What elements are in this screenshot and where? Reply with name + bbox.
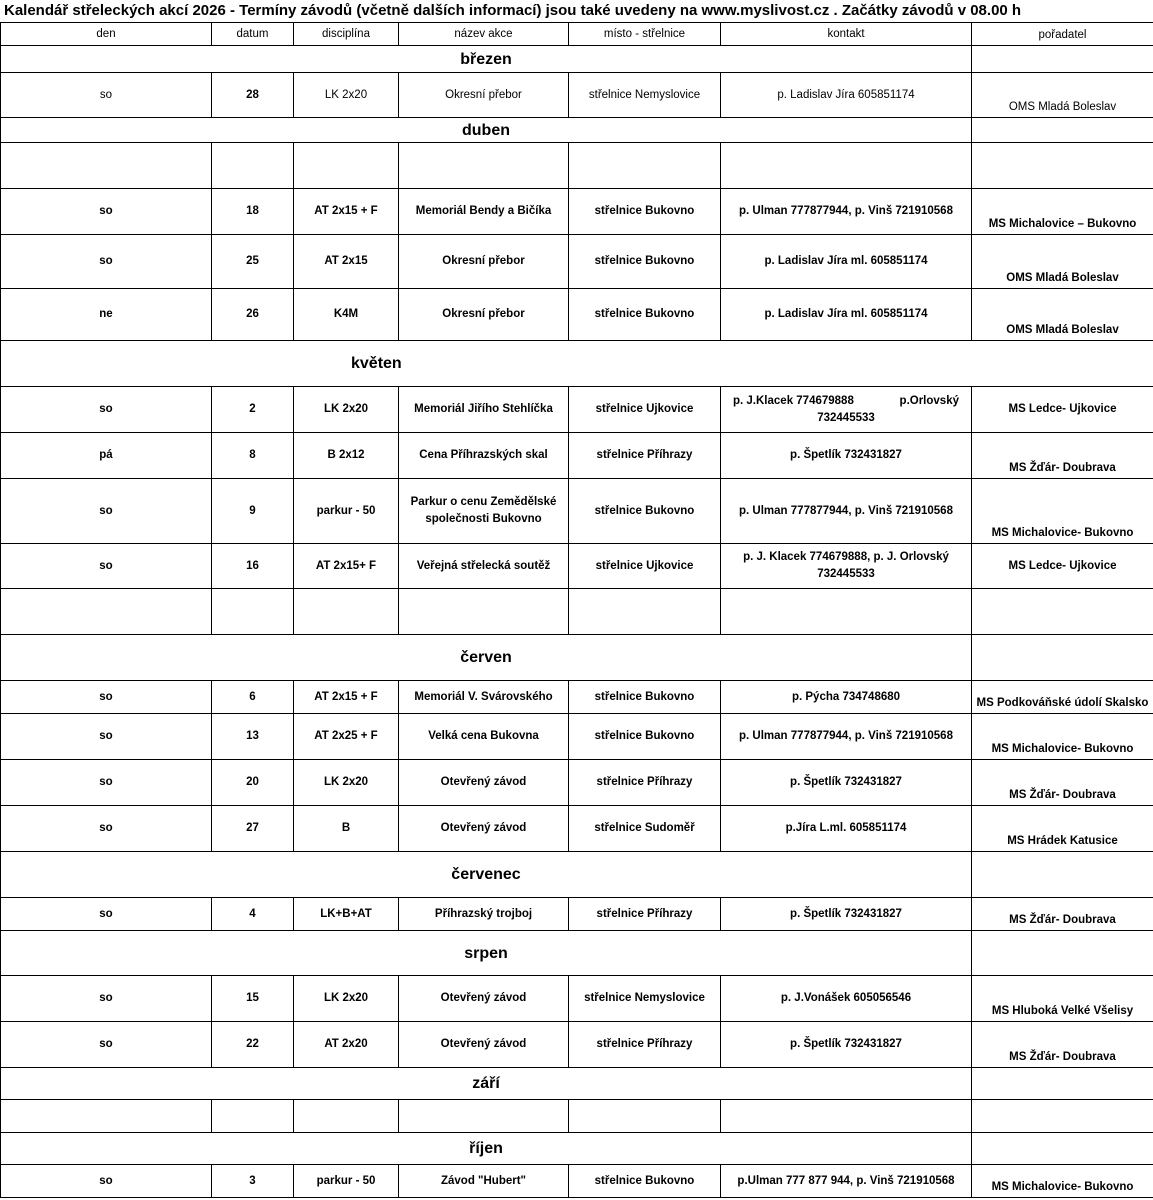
cell-organizer: OMS Mladá Boleslav xyxy=(972,235,1153,289)
cell-discipline: parkur - 50 xyxy=(294,1165,399,1198)
cell-place: střelnice Bukovno xyxy=(569,235,721,289)
empty-cell xyxy=(294,1100,399,1133)
cell-date: 16 xyxy=(212,544,294,589)
empty-cell xyxy=(569,589,721,635)
cell-event: Otevřený závod xyxy=(399,760,569,806)
cell-day: so xyxy=(1,1022,212,1068)
cell-discipline: AT 2x15 xyxy=(294,235,399,289)
cell-date: 27 xyxy=(212,806,294,852)
empty-row xyxy=(1,1100,1153,1133)
empty-row xyxy=(1,143,1153,189)
month-kveten: květen xyxy=(1,341,1153,387)
month-srpen: srpen xyxy=(1,931,972,976)
empty-row xyxy=(1,589,1153,635)
cell-contact: p.Ulman 777 877 944, p. Vinš 721910568 xyxy=(721,1165,972,1198)
cell-event: Příhrazský trojboj xyxy=(399,898,569,931)
table-row xyxy=(1,1165,1153,1198)
cell-discipline: AT 2x15 + F xyxy=(294,681,399,714)
cell-organizer: MS Žďár- Doubrava xyxy=(972,1022,1153,1068)
cell-contact: p. Ladislav Jíra ml. 605851174 xyxy=(721,235,972,289)
empty-cell xyxy=(972,589,1153,635)
cell-date: 18 xyxy=(212,189,294,235)
cell-place: střelnice Nemyslovice xyxy=(569,73,721,118)
empty-cell xyxy=(972,118,1153,143)
cell-place: střelnice Bukovno xyxy=(569,289,721,341)
cell-organizer: MS Hluboká Velké Všelisy xyxy=(972,976,1153,1022)
empty-cell xyxy=(972,143,1153,189)
header-event: název akce xyxy=(399,23,569,46)
cell-date: 3 xyxy=(212,1165,294,1198)
cell-place: střelnice Příhrazy xyxy=(569,1022,721,1068)
cell-day: ne xyxy=(1,289,212,341)
cell-event: Závod "Hubert" xyxy=(399,1165,569,1198)
month-rijen: říjen xyxy=(1,1133,972,1165)
event-part: Parkur o cenu Zemědělské xyxy=(410,496,557,508)
cell-place: střelnice Sudoměř xyxy=(569,806,721,852)
cell-event: Velká cena Bukovna xyxy=(399,714,569,760)
cell-date: 28 xyxy=(212,73,294,118)
cell-day: so xyxy=(1,714,212,760)
header-date: datum xyxy=(212,23,294,46)
cell-date: 15 xyxy=(212,976,294,1022)
cell-discipline: LK 2x20 xyxy=(294,387,399,433)
header-discipline: disciplína xyxy=(294,23,399,46)
table-row xyxy=(1,714,1153,760)
contact-part: 732445533 xyxy=(817,568,875,580)
cell-place: střelnice Bukovno xyxy=(569,479,721,544)
month-row xyxy=(1,46,1153,73)
cell-contact: p. Špetlík 732431827 xyxy=(721,1022,972,1068)
cell-date: 8 xyxy=(212,433,294,479)
cell-day: so xyxy=(1,760,212,806)
cell-day: so xyxy=(1,681,212,714)
cell-organizer: MS Podkováňské údolí Skalsko xyxy=(972,681,1153,714)
table-row xyxy=(1,1022,1153,1068)
cell-place: střelnice Bukovno xyxy=(569,189,721,235)
table-row xyxy=(1,806,1153,852)
month-row xyxy=(1,1133,1153,1165)
cell-day: so xyxy=(1,1165,212,1198)
empty-cell xyxy=(212,589,294,635)
cell-event: Otevřený závod xyxy=(399,1022,569,1068)
table-row xyxy=(1,387,1153,433)
cell-discipline: K4M xyxy=(294,289,399,341)
empty-cell xyxy=(569,143,721,189)
empty-cell xyxy=(212,1100,294,1133)
empty-cell xyxy=(972,1100,1153,1133)
empty-cell xyxy=(399,1100,569,1133)
empty-cell xyxy=(972,46,1153,73)
cell-day: so xyxy=(1,235,212,289)
cell-event xyxy=(399,479,569,544)
cell-date: 2 xyxy=(212,387,294,433)
cell-event: Memoriál V. Svárovského xyxy=(399,681,569,714)
cell-contact: p. Ulman 777877944, p. Vinš 721910568 xyxy=(721,479,972,544)
cell-discipline: LK 2x20 xyxy=(294,760,399,806)
month-row xyxy=(1,852,1153,898)
cell-discipline: LK 2x20 xyxy=(294,976,399,1022)
cell-place: střelnice Ujkovice xyxy=(569,387,721,433)
month-row xyxy=(1,931,1153,976)
empty-cell xyxy=(972,1133,1153,1165)
table-row xyxy=(1,479,1153,544)
cell-discipline: parkur - 50 xyxy=(294,479,399,544)
cell-day: so xyxy=(1,976,212,1022)
cell-date: 20 xyxy=(212,760,294,806)
table-row xyxy=(1,433,1153,479)
cell-day: so xyxy=(1,898,212,931)
table-row xyxy=(1,976,1153,1022)
cell-contact: p. Špetlík 732431827 xyxy=(721,433,972,479)
empty-cell xyxy=(972,852,1153,898)
empty-cell xyxy=(1,589,212,635)
empty-cell xyxy=(399,589,569,635)
cell-date: 9 xyxy=(212,479,294,544)
cell-organizer: MS Michalovice – Bukovno xyxy=(972,189,1153,235)
cell-organizer: OMS Mladá Boleslav xyxy=(972,289,1153,341)
cell-organizer: MS Michalovice- Bukovno xyxy=(972,1165,1153,1198)
cell-organizer: OMS Mladá Boleslav xyxy=(972,73,1153,118)
month-cerven: červen xyxy=(1,635,972,681)
cell-organizer: MS Michalovice- Bukovno xyxy=(972,479,1153,544)
events-table xyxy=(0,22,1153,1198)
cell-contact: p. Ulman 777877944, p. Vinš 721910568 xyxy=(721,189,972,235)
cell-date: 26 xyxy=(212,289,294,341)
cell-date: 22 xyxy=(212,1022,294,1068)
cell-discipline: AT 2x20 xyxy=(294,1022,399,1068)
cell-contact xyxy=(721,544,972,589)
cell-day: pá xyxy=(1,433,212,479)
cell-date: 6 xyxy=(212,681,294,714)
empty-cell xyxy=(294,589,399,635)
cell-date: 25 xyxy=(212,235,294,289)
cell-event: Okresní přebor xyxy=(399,235,569,289)
header-place: místo - střelnice xyxy=(569,23,721,46)
table-row xyxy=(1,681,1153,714)
empty-cell xyxy=(1,1100,212,1133)
table-row xyxy=(1,760,1153,806)
cell-organizer: MS Žďár- Doubrava xyxy=(972,898,1153,931)
header-organizer: pořadatel xyxy=(972,23,1153,46)
cell-organizer: MS Ledce- Ujkovice xyxy=(972,544,1153,589)
empty-cell xyxy=(1,143,212,189)
cell-discipline: AT 2x25 + F xyxy=(294,714,399,760)
cell-event: Okresní přebor xyxy=(399,289,569,341)
cell-organizer: MS Ledce- Ujkovice xyxy=(972,387,1153,433)
contact-part: p. J. Klacek 774679888, p. J. Orlovský xyxy=(743,551,949,563)
cell-contact: p. Špetlík 732431827 xyxy=(721,760,972,806)
cell-contact: p. Ladislav Jíra ml. 605851174 xyxy=(721,289,972,341)
cell-contact: p.Jíra L.ml. 605851174 xyxy=(721,806,972,852)
header-contact: kontakt xyxy=(721,23,972,46)
cell-place: střelnice Bukovno xyxy=(569,681,721,714)
cell-event: Otevřený závod xyxy=(399,806,569,852)
table-row xyxy=(1,289,1153,341)
cell-contact xyxy=(721,387,972,433)
month-row xyxy=(1,1068,1153,1100)
cell-place: střelnice Bukovno xyxy=(569,1165,721,1198)
cell-event: Memoriál Jiřího Stehlíčka xyxy=(399,387,569,433)
month-brezen: březen xyxy=(1,46,972,73)
table-row xyxy=(1,235,1153,289)
cell-contact: p. Ladislav Jíra 605851174 xyxy=(721,73,972,118)
cell-day: so xyxy=(1,806,212,852)
cell-date: 4 xyxy=(212,898,294,931)
empty-cell xyxy=(294,143,399,189)
contact-part: p. J.Klacek 774679888 xyxy=(733,394,854,407)
month-row xyxy=(1,635,1153,681)
cell-day: so xyxy=(1,189,212,235)
empty-cell xyxy=(972,635,1153,681)
cell-day: so xyxy=(1,387,212,433)
cell-discipline: AT 2x15 + F xyxy=(294,189,399,235)
header-day: den xyxy=(1,23,212,46)
cell-discipline: B 2x12 xyxy=(294,433,399,479)
empty-cell xyxy=(721,1100,972,1133)
cell-day: so xyxy=(1,544,212,589)
empty-cell xyxy=(399,143,569,189)
cell-event: Okresní přebor xyxy=(399,73,569,118)
cell-place: střelnice Ujkovice xyxy=(569,544,721,589)
contact-part: 732445533 xyxy=(817,411,875,424)
month-row xyxy=(1,341,1153,387)
table-row xyxy=(1,898,1153,931)
month-duben: duben xyxy=(1,118,972,143)
cell-event: Cena Příhrazských skal xyxy=(399,433,569,479)
empty-cell xyxy=(721,589,972,635)
empty-cell xyxy=(212,143,294,189)
cell-place: střelnice Příhrazy xyxy=(569,433,721,479)
empty-cell xyxy=(569,1100,721,1133)
cell-contact: p. J.Vonášek 605056546 xyxy=(721,976,972,1022)
contact-part: p.Orlovský xyxy=(899,394,959,407)
empty-cell xyxy=(972,1068,1153,1100)
cell-discipline: AT 2x15+ F xyxy=(294,544,399,589)
table-row xyxy=(1,544,1153,589)
month-row xyxy=(1,118,1153,143)
month-zari: září xyxy=(1,1068,972,1100)
header-row xyxy=(1,23,1153,46)
cell-contact: p. Špetlík 732431827 xyxy=(721,898,972,931)
cell-discipline: LK 2x20 xyxy=(294,73,399,118)
event-part: společnosti Bukovno xyxy=(425,513,542,525)
cell-contact: p. Pýcha 734748680 xyxy=(721,681,972,714)
empty-cell xyxy=(721,143,972,189)
cell-event: Veřejná střelecká soutěž xyxy=(399,544,569,589)
cell-organizer: MS Hrádek Katusice xyxy=(972,806,1153,852)
cell-discipline: LK+B+AT xyxy=(294,898,399,931)
cell-event: Memoriál Bendy a Bičíka xyxy=(399,189,569,235)
empty-cell xyxy=(972,931,1153,976)
month-cervenec: červenec xyxy=(1,852,972,898)
cell-event: Otevřený závod xyxy=(399,976,569,1022)
table-row xyxy=(1,189,1153,235)
table-row xyxy=(1,73,1153,118)
cell-place: střelnice Bukovno xyxy=(569,714,721,760)
cell-organizer: MS Žďár- Doubrava xyxy=(972,760,1153,806)
page-title: Kalendář střeleckých akcí 2026 - Termíny závodů (včetně dalších informací) jsou také uvedeny na www.myslivost.cz . Začátky závodů v 08.00 h xyxy=(4,2,1022,19)
cell-place: střelnice Příhrazy xyxy=(569,898,721,931)
cell-organizer: MS Michalovice- Bukovno xyxy=(972,714,1153,760)
cell-organizer: MS Žďár- Doubrava xyxy=(972,433,1153,479)
cell-place: střelnice Příhrazy xyxy=(569,760,721,806)
cell-discipline: B xyxy=(294,806,399,852)
cell-contact: p. Ulman 777877944, p. Vinš 721910568 xyxy=(721,714,972,760)
cell-place: střelnice Nemyslovice xyxy=(569,976,721,1022)
cell-day: so xyxy=(1,73,212,118)
cell-day: so xyxy=(1,479,212,544)
cell-date: 13 xyxy=(212,714,294,760)
